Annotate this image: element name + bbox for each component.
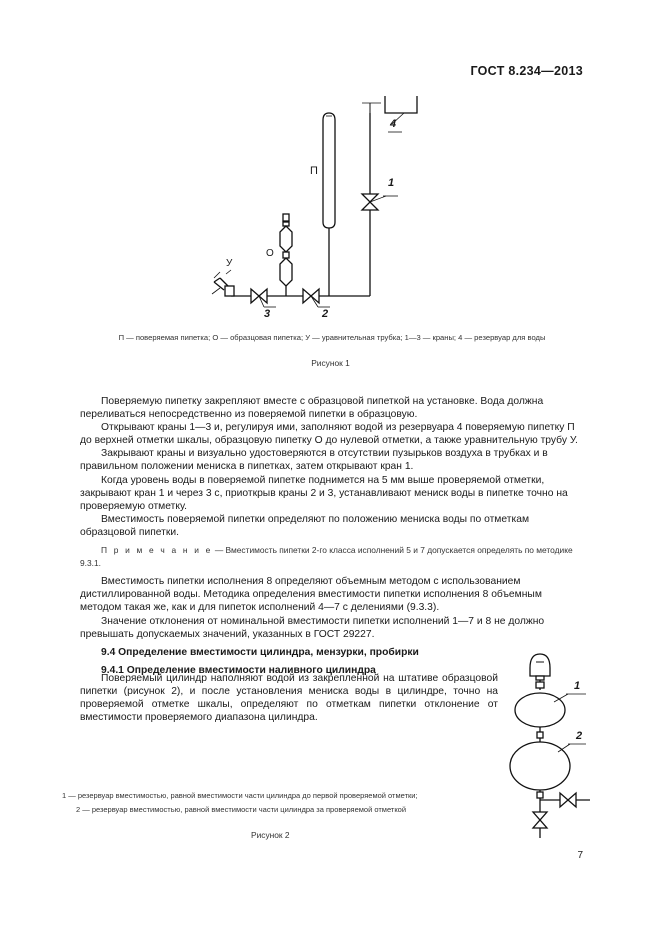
reservoir-2: [510, 742, 570, 790]
figure-2-caption: Рисунок 2: [251, 830, 290, 840]
fig2-label-2: 2: [576, 730, 583, 742]
label-2: 2: [322, 308, 329, 320]
figure-2-diagram: [490, 648, 600, 843]
paragraph: Закрывают краны и визуально удостоверяются в отсутствии пузырьков воздуха в трубках и в правильном положении мениска в пипетках, затем открывают кран 1.: [80, 448, 548, 473]
figure-1-legend: П — поверяемая пипетка; О — образцовая пипетка; У — уравнительная трубка; 1—3 — краны; 4 — резервуар для воды: [118, 333, 546, 342]
valve-1: [362, 194, 378, 202]
standard-header: ГОСТ 8.234—2013: [470, 64, 583, 78]
paragraph: Открывают краны 1—3 и, регулируя ими, заполняют водой из резервуара 4 поверяемую пипетку П до верхней отметки шкалы, образцовую пипетку О до нулевой отметки, а также уравнительную трубу У.: [80, 422, 578, 447]
fig2-label-1: 1: [574, 680, 581, 692]
label-P: П: [310, 165, 318, 177]
reservoir-4: [385, 96, 417, 113]
label-3: 3: [264, 308, 271, 320]
equalizing-tube-U: [225, 286, 234, 296]
note: [80, 544, 582, 570]
valve-3: [251, 289, 259, 303]
label-4: 4: [390, 118, 397, 130]
figure-1-caption: Рисунок 1: [311, 358, 350, 368]
tested-pipette-P: [323, 113, 335, 228]
figure-1-diagram: [0, 0, 661, 330]
paragraph: Вместимость поверяемой пипетки определяют по положению мениска воды по отметкам образцовой пипетки.: [80, 513, 530, 538]
page-number: 7: [577, 850, 583, 861]
paragraph: Поверяемую пипетку закрепляют вместе с образцовой пипеткой на установке. Вода должна переливаться непосредственно из поверяемой пипетки в образцовую.: [80, 396, 544, 421]
section-heading-9-4: 9.4 Определение вместимости цилиндра, мензурки, пробирки: [101, 646, 419, 658]
body-text-narrow: [80, 672, 498, 724]
paragraph: Когда уровень воды в поверяемой пипетке поднимется на 5 мм выше проверяемой отметки, закрывают кран 1 и через 3 с, приоткрыв краны 2 и 3, устанавливают мениск воды в пипетке точно на проверяемую отметку.: [80, 474, 568, 512]
section-heading-9-4-1: 9.4.1 Определение вместимости наливного цилиндра: [101, 664, 376, 676]
reservoir-1: [515, 693, 565, 727]
figure-2-legend-2: 2 — резервуар вместимостью, равной вместимости части цилиндра за проверяемой отметкой: [76, 805, 407, 814]
note-label: П р и м е ч а н и е: [101, 545, 213, 556]
paragraph: Поверяемый цилиндр наполняют водой из закрепленной на штативе образцовой пипетки (рисунок 2), и после установления мениска воды в цилиндре, точно на проверяемой отметке шкалы, определяют по отметкам пипетки отклонение от вместимости проверяемого диапазона цилиндра.: [80, 673, 498, 724]
paragraph: Вместимость пипетки исполнения 8 определяют объемным методом с использованием дистиллированной воды. Методика определения вместимости пипетки исполнения 8 объемным методом такая же, как и для пипеток исполнений 4—7 с делениями (9.3.3).: [80, 576, 542, 614]
body-text: [80, 395, 582, 677]
label-O: О: [266, 248, 274, 259]
label-U: У: [226, 258, 233, 269]
note-text: — Вместимость пипетки 2-го класса исполнений 5 и 7 допускается определять по методике 9.3.1.: [80, 545, 573, 569]
valve-2: [303, 289, 311, 303]
figure-2-legend-1: 1 — резервуар вместимостью, равной вместимости части цилиндра до первой проверяемой отметки;: [62, 791, 418, 800]
paragraph: Значение отклонения от номинальной вместимости пипетки исполнений 1—7 и 8 не должно превышать допускаемых значений, указанных в ГОСТ 29227.: [80, 615, 545, 640]
label-1: 1: [388, 177, 395, 189]
